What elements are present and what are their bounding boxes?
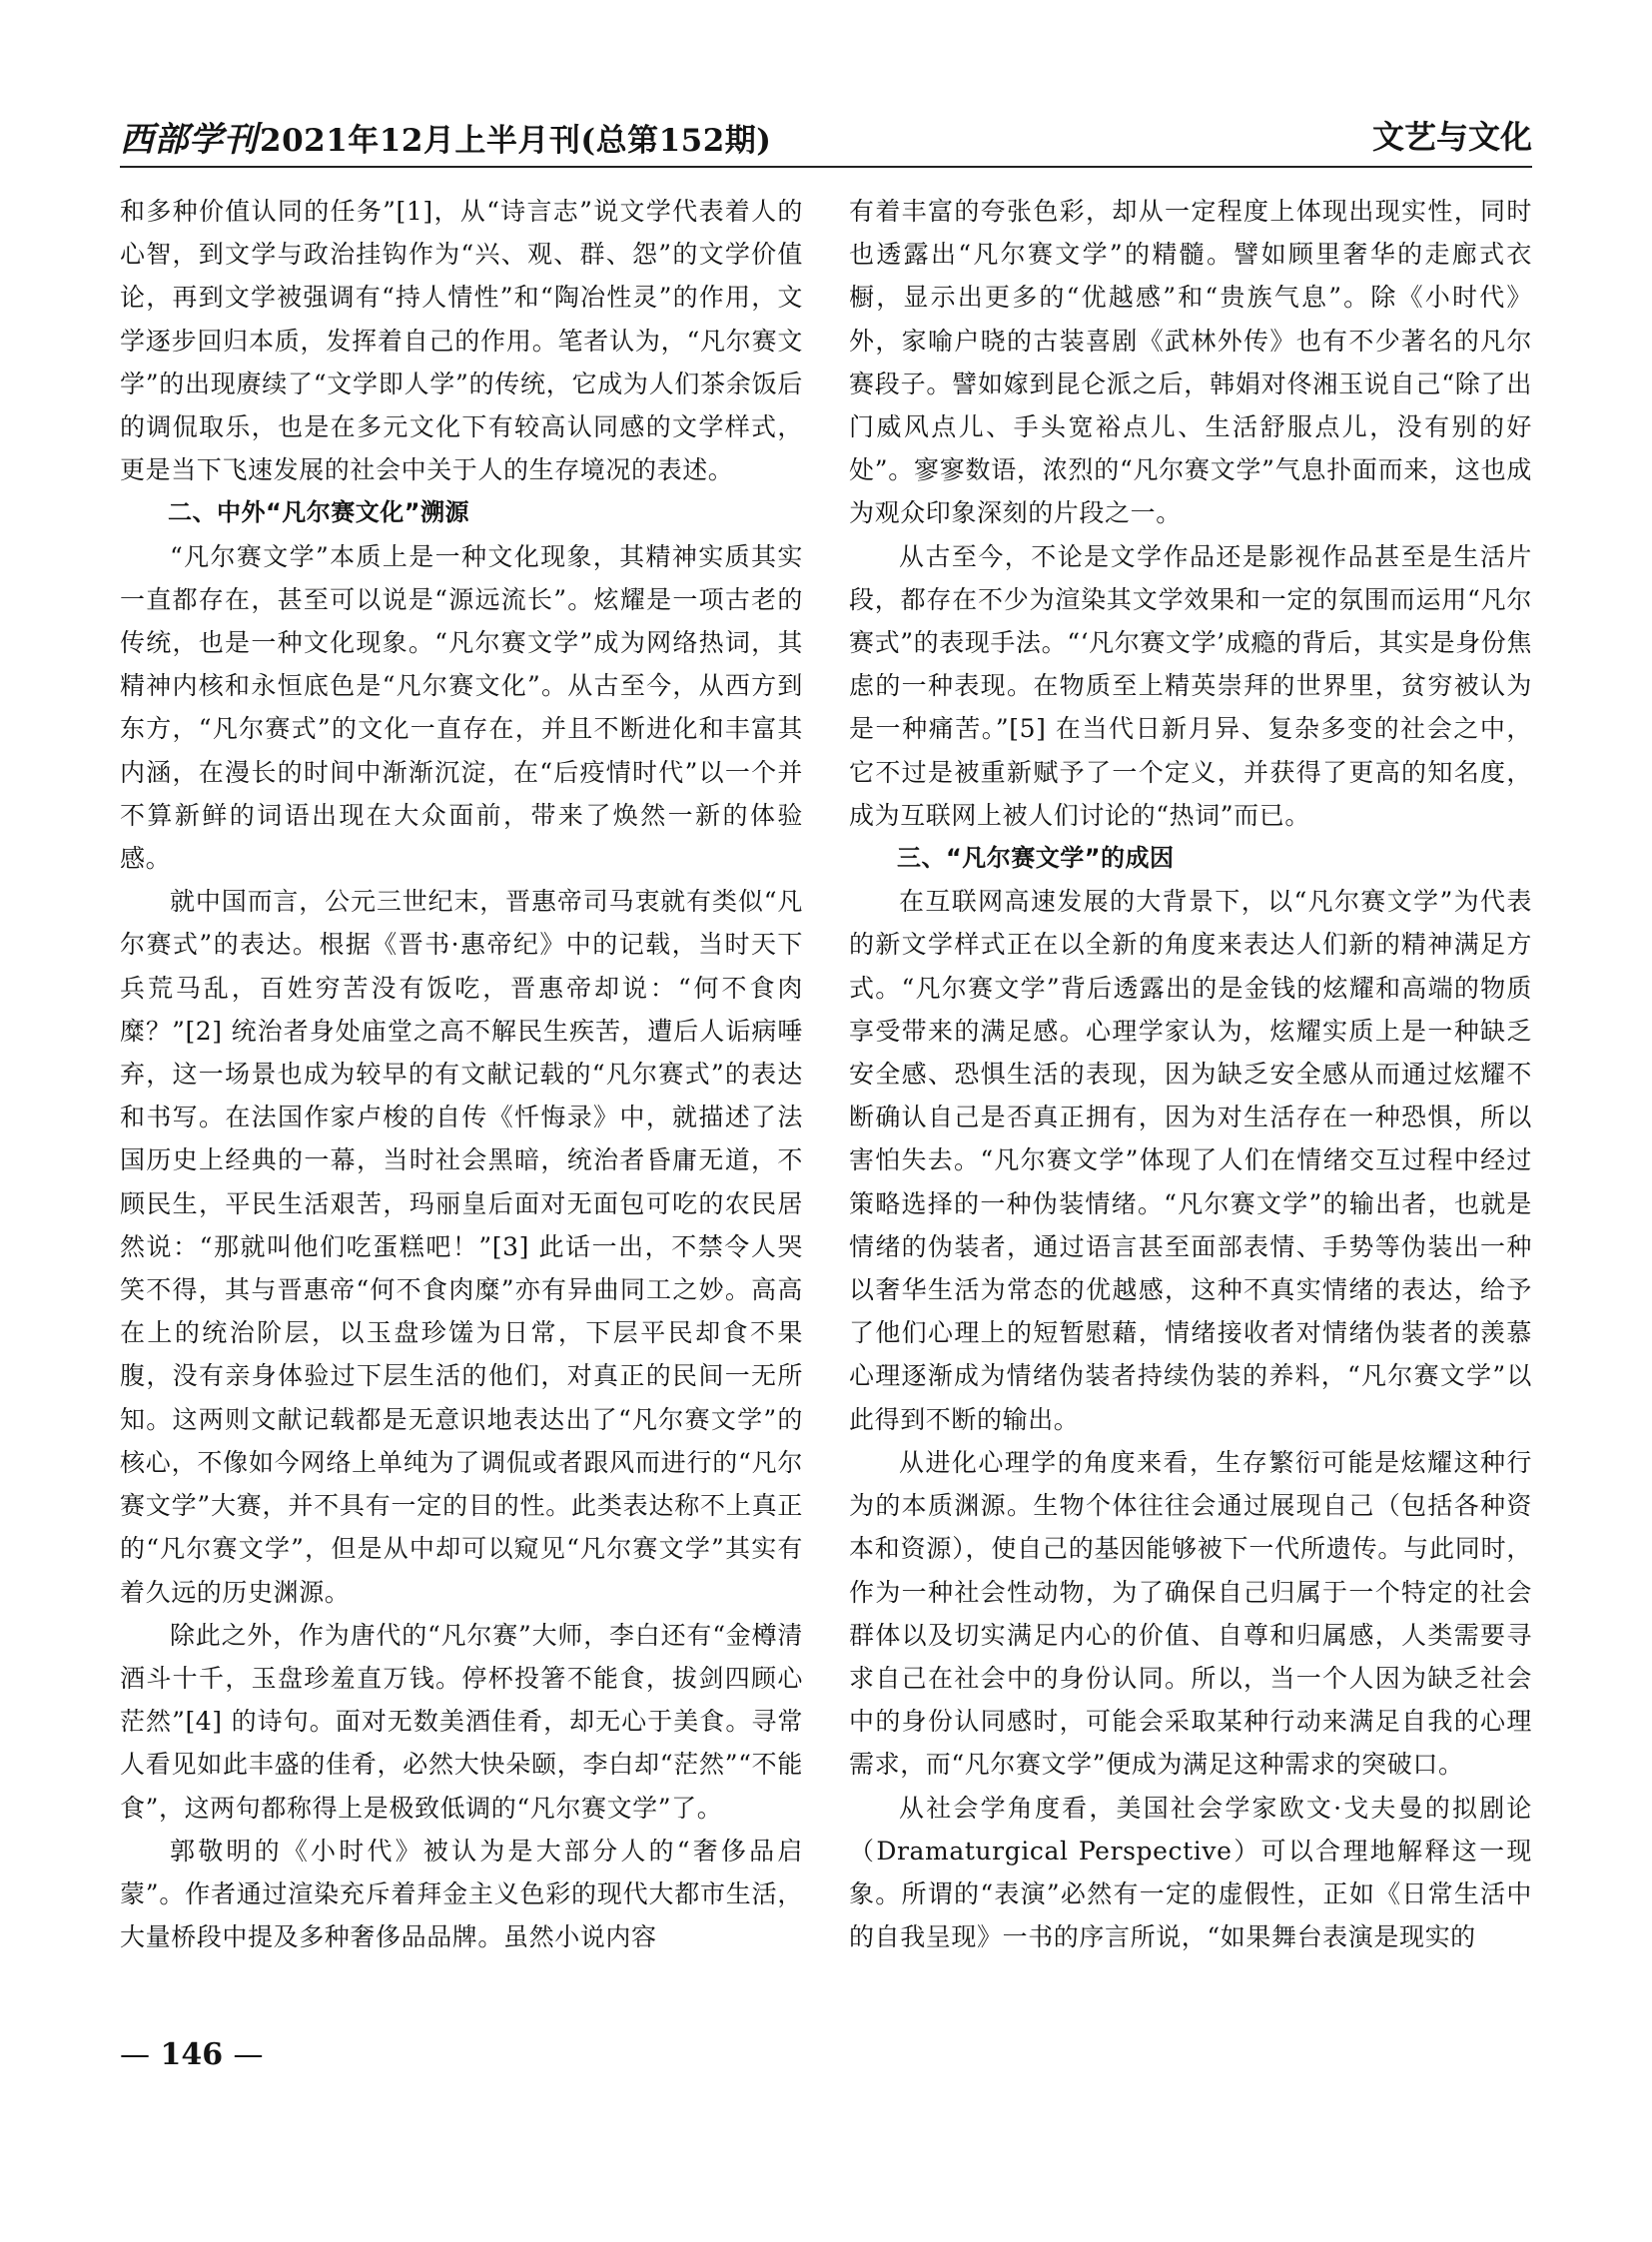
paragraph: 从古至今，不论是文学作品还是影视作品甚至是生活片段，都存在不少为渲染其文学效果和一定的氛围而运用“凡尔赛式”的表现手法。“‘凡尔赛文学’成瘾的背后，其实是身份焦虑的一种表现。在物质至上精英崇拜的世界里，贫穷被认为是一种痛苦。”[5] 在当代日新月异、复杂多变的社会之中，它不过是被重新赋予了一个定义，并获得了更高的知名度，成为互联网上被人们讨论的“热词”而已。 — [849, 541, 1532, 830]
section-title: 文艺与文化 — [1371, 118, 1532, 156]
left-column — [120, 190, 803, 1958]
paragraph: 有着丰富的夸张色彩，却从一定程度上体现出现实性，同时也透露出“凡尔赛文学”的精髓。譬如顾里奢华的走廊式衣橱，显示出更多的“优越感”和“贵族气息”。除《小时代》外，家喻户晓的古装喜剧《武林外传》也有不少著名的凡尔赛段子。譬如嫁到昆仑派之后，韩娟对佟湘玉说自己“除了出门威风点儿、手头宽裕点儿、生活舒服点儿，没有别的好处”。寥寥数语，浓烈的“凡尔赛文学”气息扑面而来，这也成为观众印象深刻的片段之一。 — [849, 197, 1532, 528]
page-number: 146 — [160, 2037, 224, 2072]
page-header — [120, 112, 1532, 164]
section-heading: 二、中外“凡尔赛文化”溯源 — [168, 498, 470, 527]
header-rule — [120, 166, 1532, 168]
journal-logo: 西部学刊 — [120, 120, 258, 160]
footer-dash-left: — — [120, 2037, 150, 2072]
paragraph: 和多种价值认同的任务”[1]，从“诗言志”说文学代表着人的心智，到文学与政治挂钩作为“兴、观、群、怨”的文学价值论，再到文学被强调有“持人情性”和“陶冶性灵”的作用，文学逐步回归本质，发挥着自己的作用。笔者认为，“凡尔赛文学”的出现赓续了“文学即人学”的传统，它成为人们茶余饭后的调侃取乐，也是在多元文化下有较高认同感的文学样式，更是当下飞速发展的社会中关于人的生存境况的表述。 — [120, 197, 803, 485]
paragraph: 除此之外，作为唐代的“凡尔赛”大师，李白还有“金樽清酒斗十千，玉盘珍羞直万钱。停杯投箸不能食，拔剑四顾心茫然”[4] 的诗句。面对无数美酒佳肴，却无心于美食。寻常人看见如此丰盛的佳肴，必然大快朵颐，李白却“茫然”“不能食”，这两句都称得上是极致低调的“凡尔赛文学”了。 — [120, 1620, 803, 1823]
paragraph: 从进化心理学的角度来看，生存繁衍可能是炫耀这种行为的本质渊源。生物个体往往会通过展现自己（包括各种资本和资源），使自己的基因能够被下一代所遗传。与此同时，作为一种社会性动物，为了确保自己归属于一个特定的社会群体以及切实满足内心的价值、自尊和归属感，人类需要寻求自己在社会中的身份认同。所以，当一个人因为缺乏社会中的身份认同感时，可能会采取某种行动来满足自我的心理需求，而“凡尔赛文学”便成为满足这种需求的突破口。 — [849, 1447, 1532, 1780]
paragraph: 就中国而言，公元三世纪末，晋惠帝司马衷就有类似“凡尔赛式”的表达。根据《晋书·惠帝纪》中的记载，当时天下兵荒马乱，百姓穷苦没有饭吃，晋惠帝却说：“何不食肉糜？”[2] 统治者身处庙堂之高不解民生疾苦，遭后人诟病唾弃，这一场景也成为较早的有文献记载的“凡尔赛式”的表达和书写。在法国作家卢梭的自传《忏悔录》中，就描述了法国历史上经典的一幕，当时社会黑暗，统治者昏庸无道，不顾民生，平民生活艰苦，玛丽皇后面对无面包可吃的农民居然说：“那就叫他们吃蛋糕吧！”[3] 此话一出，不禁令人哭笑不得，其与晋惠帝“何不食肉糜”亦有异曲同工之妙。高高在上的统治阶层，以玉盘珍馐为日常，下层平民却食不果腹，没有亲身体验过下层生活的他们，对真正的民间一无所知。这两则文献记载都是无意识地表达出了“凡尔赛文学”的核心，不像如今网络上单纯为了调侃或者跟风而进行的“凡尔赛文学”大赛，并不具有一定的目的性。此类表达称不上真正的“凡尔赛文学”，但是从中却可以窥见“凡尔赛文学”其实有着久远的历史渊源。 — [120, 887, 803, 1607]
issue-info: 2021年12月上半月刊(总第152期) — [260, 123, 772, 159]
paragraph: 郭敬明的《小时代》被认为是大部分人的“奢侈品启蒙”。作者通过渲染充斥着拜金主义色彩的现代大都市生活，大量桥段中提及多种奢侈品品牌。虽然小说内容 — [120, 1836, 803, 1952]
page-footer — [120, 2037, 264, 2072]
right-column — [849, 190, 1532, 1958]
footer-dash-right: — — [233, 2037, 264, 2072]
journal-masthead — [120, 112, 771, 161]
paragraph: 从社会学角度看，美国社会学家欧文·戈夫曼的拟剧论（Dramaturgical Perspective）可以合理地解释这一现象。所谓的“表演”必然有一定的虚假性，正如《日常生活中的自我呈现》一书的序言所说，“如果舞台表演是现实的 — [849, 1793, 1532, 1952]
paragraph: 在互联网高速发展的大背景下，以“凡尔赛文学”为代表的新文学样式正在以全新的角度来表达人们新的精神满足方式。“凡尔赛文学”背后透露出的是金钱的炫耀和高端的物质享受带来的满足感。心理学家认为，炫耀实质上是一种缺乏安全感、恐惧生活的表现，因为缺乏安全感从而通过炫耀不断确认自己是否真正拥有，因为对生活存在一种恐惧，所以害怕失去。“凡尔赛文学”体现了人们在情绪交互过程中经过策略选择的一种伪装情绪。“凡尔赛文学”的输出者，也就是情绪的伪装者，通过语言甚至面部表情、手势等伪装出一种以奢华生活为常态的优越感，这种不真实情绪的表达，给予了他们心理上的短暂慰藉，情绪接收者对情绪伪装者的羡慕心理逐渐成为情绪伪装者持续伪装的养料，“凡尔赛文学”以此得到不断的输出。 — [849, 887, 1532, 1434]
section-heading: 三、“凡尔赛文学”的成因 — [897, 844, 1175, 873]
paragraph: “凡尔赛文学”本质上是一种文化现象，其精神实质其实一直都存在，甚至可以说是“源远流长”。炫耀是一项古老的传统，也是一种文化现象。“凡尔赛文学”成为网络热词，其精神内核和永恒底色是“凡尔赛文化”。从古至今，从西方到东方，“凡尔赛式”的文化一直存在，并且不断进化和丰富其内涵，在漫长的时间中渐渐沉淀，在“后疫情时代”以一个并不算新鲜的词语出现在大众面前，带来了焕然一新的体验感。 — [120, 541, 803, 874]
